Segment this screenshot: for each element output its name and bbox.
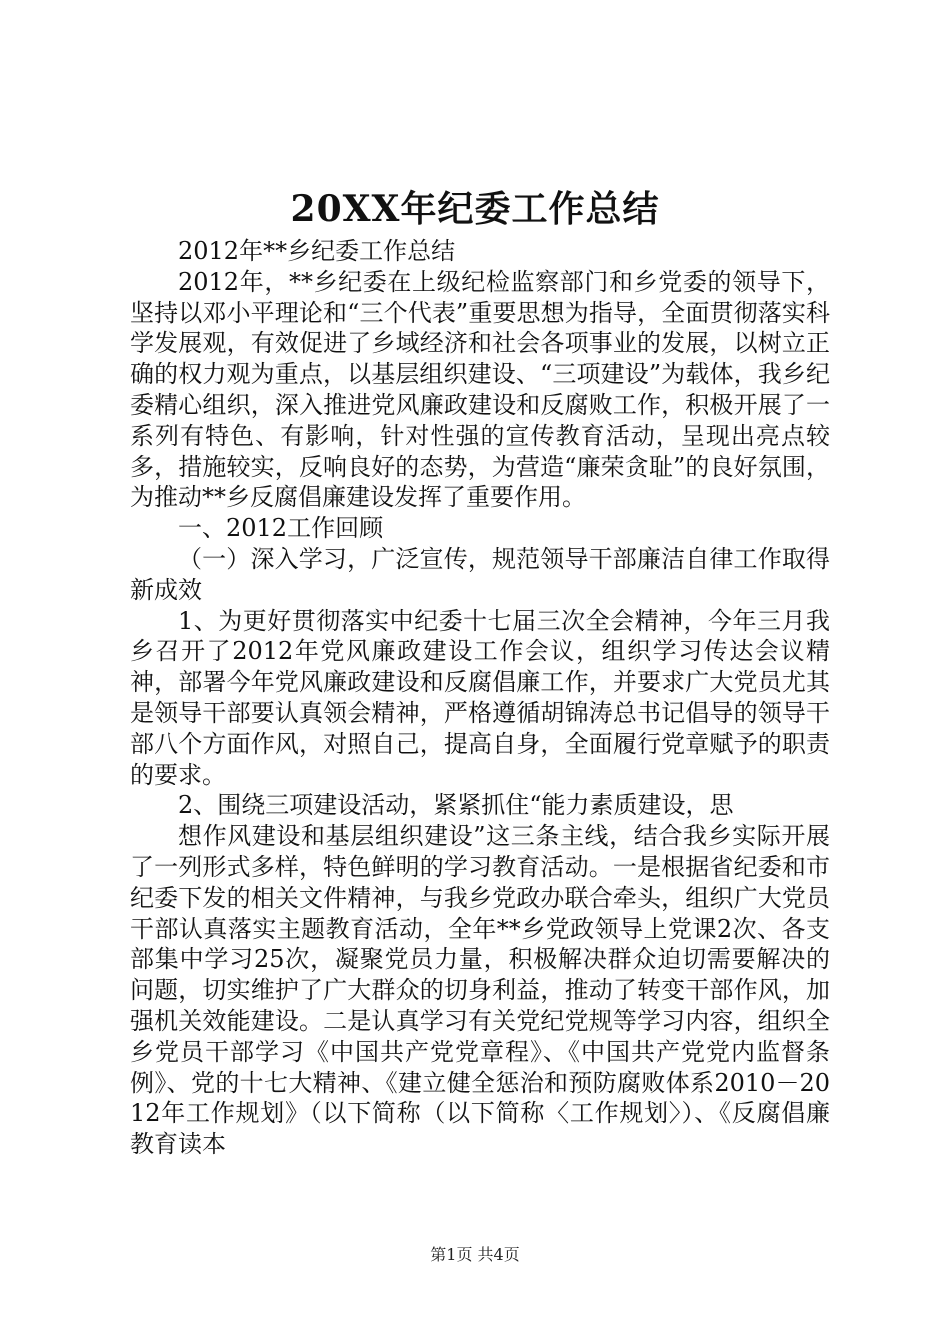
document-title: 20XX年纪委工作总结: [290, 188, 660, 230]
paragraph-intro: 2012年，**乡纪委在上级纪检监察部门和乡党委的领导下，坚持以邓小平理论和“三个代表”重要思想为指导，全面贯彻落实科学发展观，有效促进了乡域经济和社会各项事业的发展，以树立正确的权力观为重点，以基层组织建设、“三项建设”为载体，我乡纪委精心组织，深入推进党风廉政建设和反腐败工作，积极开展了一系列有特色、有影响，针对性强的宣传教育活动，呈现出亮点较多，措施较实，反响良好的态势，为营造“廉荣贪耻”的良好氛围，为推动**乡反腐倡廉建设发挥了重要作用。: [130, 267, 830, 512]
paragraph-item-2-continued: 想作风建设和基层组织建设”这三条主线，结合我乡实际开展了一列形式多样，特色鲜明的学习教育活动。一是根据省纪委和市纪委下发的相关文件精神，与我乡党政办联合牵头，组织广大党员干部认真落实主题教育活动，全年**乡党政领导上党课2次、各支部集中学习25次，凝聚党员力量，积极解决群众迫切需要解决的问题，切实维护了广大群众的切身利益，推动了转变干部作风，加强机关效能建设。二是认真学习有关党纪党规等学习内容，组织全乡党员干部学习《中国共产党党章程》、《中国共产党党内监督条例》、党的十七大精神、《建立健全惩治和预防腐败体系2010－2012年工作规划》（以下简称（以下简称〈工作规划〉）、《反腐倡廉教育读本: [130, 822, 830, 1159]
document-body: [130, 236, 830, 1160]
paragraph-item-1: 1、为更好贯彻落实中纪委十七届三次全会精神，今年三月我乡召开了2012年党风廉政建设工作会议，组织学习传达会议精神，部署今年党风廉政建设和反腐倡廉工作，并要求广大党员尤其是领导干部要认真领会精神，严格遵循胡锦涛总书记倡导的领导干部八个方面作风，对照自己，提高自身，全面履行党章赋予的职责的要求。: [130, 606, 830, 789]
paragraph-item-2: 2、围绕三项建设活动，紧紧抓住“能力素质建设，思: [178, 791, 734, 820]
paragraph-subtitle: 2012年**乡纪委工作总结: [178, 237, 456, 265]
section-heading: 一、2012工作回顾: [178, 514, 384, 543]
page-footer: 第1页 共4页: [430, 1245, 520, 1264]
subsection-heading: （一）深入学习，广泛宣传，规范领导干部廉洁自律工作取得新成效: [130, 544, 830, 604]
